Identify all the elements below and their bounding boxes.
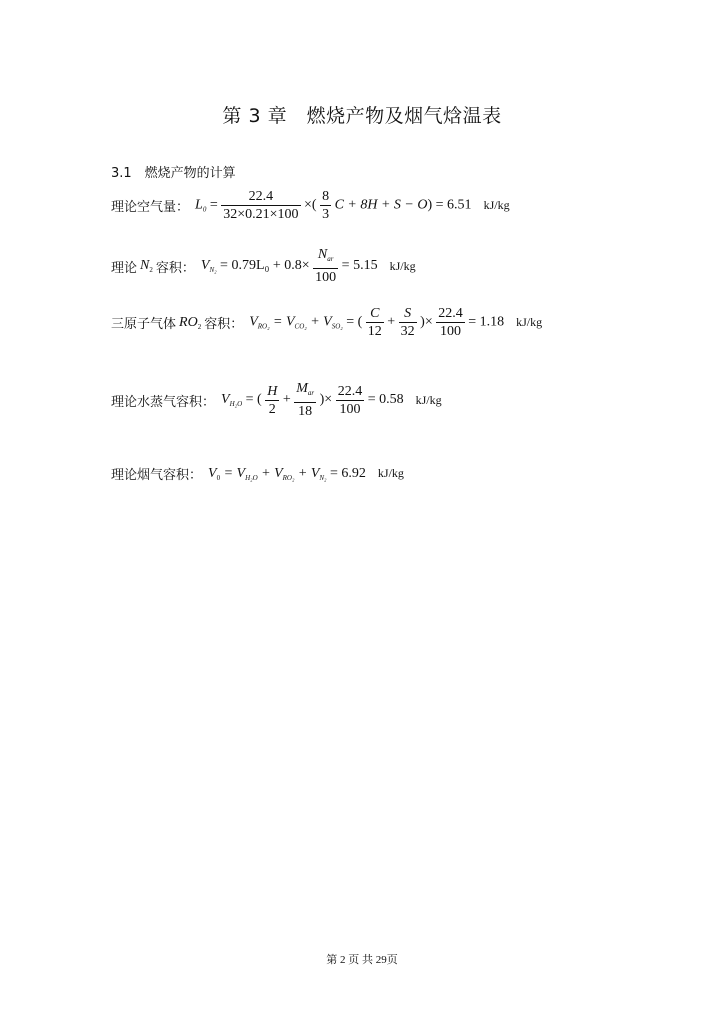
- eq1-lhs: L: [195, 197, 203, 213]
- eq5-result: = 6.92: [330, 465, 366, 481]
- theoretical-air-equation: 理论空气量： $L_0$ = $\frac{22.4}{32\times 0.21\times 100}$ ×( $\frac{8}{3}$ C + 8H + S − O) = 6.51 kJ/kg: [111, 189, 510, 222]
- chapter-title: 第 3 章 燃烧产物及烟气焓温表: [222, 105, 502, 127]
- eq3-fraction-s: $\frac{S}{32}$: [400, 306, 415, 339]
- eq4-fraction-h: $\frac{H}{2}$: [267, 383, 278, 417]
- eq1-unit: kJ/kg: [483, 198, 510, 212]
- eq4-fraction-m: $\frac{M_{ar}}{18}$: [296, 381, 315, 419]
- eq2-result: = 5.15: [341, 258, 378, 274]
- eq2-unit: kJ/kg: [389, 258, 416, 273]
- eq3-unit: kJ/kg: [516, 315, 543, 329]
- eq3-fraction-c: $\frac{C}{12}$: [367, 306, 382, 339]
- eq1-result: = 6.51: [435, 197, 472, 213]
- eq3-result: = 1.18: [468, 314, 505, 330]
- page-footer: 第 2 页 共 29页: [326, 954, 398, 966]
- triatomic-gas-equation: 三原子气体 $RO_2$ 容积： $V_{RO_2} = V_{CO_2} + V_{SO_2}$ = ( $\frac{C}{12}$ + $\frac{S}{32}$ )× $\frac{22.4}{100}$ = 1.18 kJ/kg: [111, 306, 543, 339]
- flue-gas-equation: 理论烟气容积： $V_0 = V_{H_2O} + V_{RO_2} + V_{N_2} = 6.92$ kJ/kg: [111, 465, 404, 483]
- eq1-label: 理论空气量：: [111, 200, 190, 215]
- section-heading: 3.1 燃烧产物的计算: [111, 166, 236, 181]
- eq2-expr: = 0.79L₀ + 0.8×: [220, 258, 310, 274]
- eq4-unit: kJ/kg: [415, 392, 442, 407]
- eq1-fraction-8-3: $\frac{8}{3}$: [322, 189, 330, 222]
- eq5-unit: kJ/kg: [377, 466, 404, 480]
- eq2-label-symbol: $N_2$: [140, 258, 153, 274]
- eq3-label-symbol: $RO_2$: [179, 314, 202, 331]
- eq2-fraction: $\frac{N_{ar}}{100}$: [315, 247, 337, 285]
- theoretical-n2-equation: 理论 $N_2$ 容积： $V_{N_2} = 0.79L_0 + 0.8\times$ $\frac{N_{ar}}{100}$ = 5.15 kJ/kg: [111, 247, 416, 285]
- eq4-fraction-22: $\frac{22.4}{100}$: [337, 383, 363, 417]
- eq4-result: = 0.58: [367, 392, 404, 408]
- eq1-body: C + 8H + S − O: [334, 197, 428, 213]
- eq3-fraction-22: $\frac{22.4}{100}$: [438, 306, 463, 339]
- eq1-fraction: $\frac{22.4}{32\times 0.21\times 100}$: [223, 189, 299, 222]
- water-vapor-equation: 理论水蒸气容积： $V_{H_2O}$ = ( $\frac{H}{2}$ + $\frac{M_{ar}}{18}$ )× $\frac{22.4}{100}$ = 0.58 kJ/kg: [111, 381, 442, 419]
